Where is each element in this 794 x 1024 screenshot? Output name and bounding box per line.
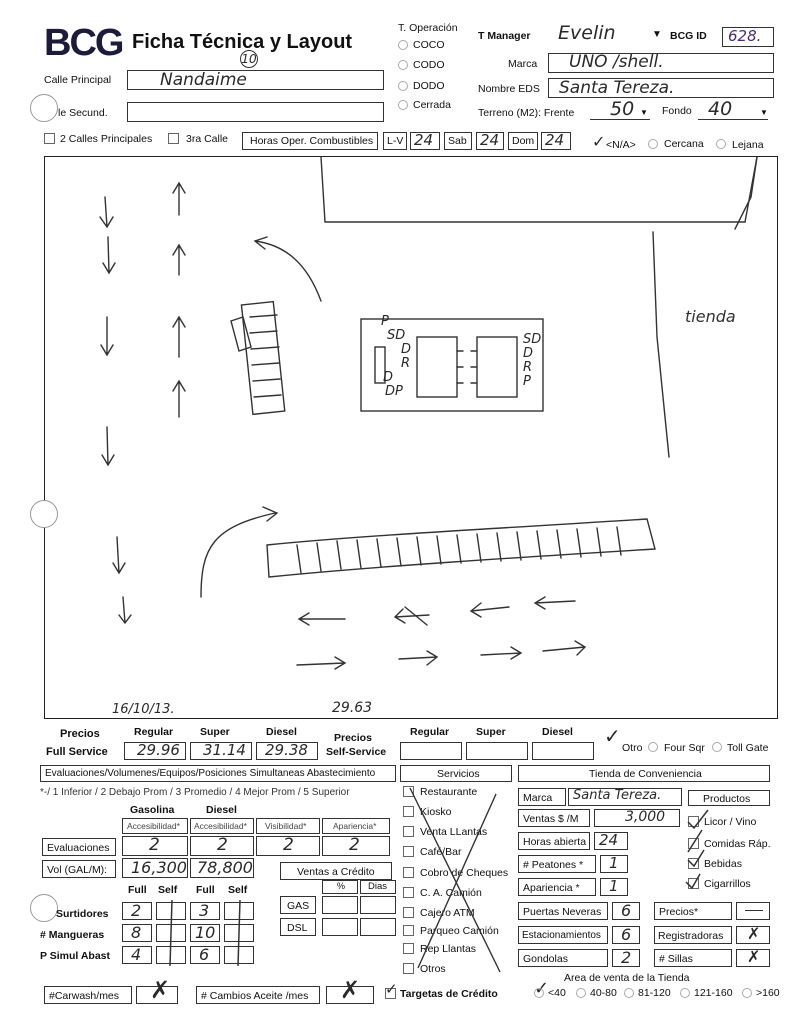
servicio-label-kiosko: Kiosko: [420, 806, 452, 818]
dom-label: Dom: [512, 135, 535, 147]
four-sqr-label: Four Sqr: [664, 742, 705, 754]
servicio-label-cafe-bar: Café/Bar: [420, 846, 462, 858]
toll-gate-radio[interactable]: [712, 742, 722, 752]
title-note: 10: [241, 52, 257, 66]
estacionamientos-value: 6: [621, 925, 632, 944]
carwash-label-box: [44, 986, 132, 1004]
vol-gasolina-field[interactable]: [122, 858, 188, 878]
vol-diesel-value: 78,800: [197, 858, 253, 877]
self-service-label: Self-Service: [326, 746, 387, 758]
full-service-label: Full Service: [46, 746, 108, 758]
lv-field[interactable]: [410, 132, 440, 150]
tienda-peatones-value: 1: [609, 854, 619, 872]
fondo-label: Fondo: [662, 105, 692, 117]
area-label-121-160: 121-160: [694, 987, 733, 999]
eval-value: 2: [349, 835, 360, 855]
sab-label: Sab: [448, 135, 467, 147]
servicio-label-restaurante: Restaurante: [420, 786, 478, 798]
psimul-label: P Simul Abast: [40, 950, 111, 962]
eval-field-4[interactable]: [322, 836, 390, 856]
sillas-label: # Sillas: [659, 953, 693, 965]
self-regular-field[interactable]: [400, 742, 462, 760]
diesel-label: Diesel: [266, 726, 297, 738]
calle-secund-field[interactable]: [127, 102, 384, 122]
eval-field-2[interactable]: [190, 836, 254, 856]
carwash-cross-mark: ✗: [150, 976, 171, 1004]
area-label-lt40: <40: [548, 987, 566, 999]
puertas-value: 6: [621, 901, 632, 920]
dom-label-box: [508, 132, 538, 150]
area-radio-81-120[interactable]: [624, 988, 634, 998]
pump-letter: SD: [387, 328, 406, 343]
gondolas-label-box: [518, 949, 608, 967]
area-radio-121-160[interactable]: [680, 988, 690, 998]
tienda-ventas-label-box: [518, 809, 590, 827]
surtidores-full-gas[interactable]: [122, 902, 152, 920]
gondolas-field[interactable]: [612, 949, 640, 967]
puertas-label-box: [518, 902, 608, 920]
servicio-label-venta-llantas: Venta LLantas: [420, 826, 488, 838]
page-title: Ficha Técnica y Layout: [132, 31, 353, 53]
pct-header: [322, 880, 358, 894]
t-operacion-coco-label: COCO: [413, 39, 445, 51]
evaluaciones-section-label: Evaluaciones/Volumenes/Equipos/Posiciones Simultaneas Abastecimiento: [45, 768, 376, 779]
surtidores-value: 2: [131, 901, 142, 920]
super-label: Super: [200, 726, 230, 738]
layout-sketch-area[interactable]: [44, 156, 778, 719]
pump-letter: D: [383, 370, 394, 385]
mangueras-label: # Mangueras: [40, 929, 105, 941]
area-label-gt160: >160: [756, 987, 780, 999]
toll-gate-label: Toll Gate: [727, 742, 769, 754]
bcg-id-value: 628.: [728, 27, 762, 45]
calle-principal-field[interactable]: [127, 70, 384, 90]
psimul-value: 6: [199, 945, 210, 964]
registradoras-label-box: [654, 926, 732, 944]
productos-label: Productos: [703, 793, 751, 805]
col-header-visibilidad: [256, 818, 320, 834]
cambios-aceite-label: # Cambios Aceite /mes: [201, 990, 309, 1002]
col-header-accesibilidad-dsl: [190, 818, 254, 834]
pump-letter: DP: [385, 384, 403, 399]
self-super-field[interactable]: [466, 742, 528, 760]
cercana-radio[interactable]: [648, 139, 658, 149]
servicios-label: Servicios: [437, 768, 480, 780]
self-super-label: Super: [476, 726, 506, 738]
pump-letter: D: [401, 342, 412, 357]
bcg-id-label: BCG ID: [670, 30, 707, 42]
fondo-field[interactable]: [698, 100, 768, 120]
area-radio-gt160[interactable]: [742, 988, 752, 998]
four-sqr-radio[interactable]: [648, 742, 658, 752]
punch-hole-middle: [30, 500, 58, 528]
marca-value: UNO /shell.: [569, 52, 664, 72]
producto-label-cigarrillos: Cigarrillos: [704, 878, 751, 890]
eval-field-1[interactable]: [122, 836, 188, 856]
tienda-marca-label: Marca: [523, 792, 553, 804]
sab-label-box: [444, 132, 472, 150]
registradoras-field[interactable]: [736, 926, 770, 944]
sketch-date: 16/10/13.: [112, 702, 175, 717]
full-super-field[interactable]: [190, 742, 252, 760]
area-check-mark: ✓: [534, 978, 550, 999]
servicio-label-rep-llantas: Rep Llantas: [420, 943, 477, 955]
psimul-value: 4: [131, 945, 142, 964]
servicio-label-cajero-atm: Cajero ATM: [420, 907, 475, 919]
mangueras-full-gas[interactable]: [122, 924, 152, 942]
nombre-eds-value: Santa Tereza.: [559, 78, 675, 98]
pump-letters-right: [523, 333, 541, 389]
regular-label: Regular: [134, 726, 174, 738]
dsl-label-box: [280, 918, 316, 936]
tarjetas-check-mark: ✓: [385, 980, 398, 998]
eval-field-3[interactable]: [256, 836, 320, 856]
producto-label-comidas: Comidas Ráp.: [704, 838, 771, 850]
tienda-marca-field[interactable]: [568, 788, 682, 806]
pump-letter: SD: [523, 332, 542, 347]
tienda-header: [518, 765, 770, 782]
bcg-id-field[interactable]: [722, 27, 774, 47]
mangueras-value: 10: [195, 923, 216, 942]
tienda-horas-label-box: [518, 832, 590, 850]
full-super-value: 31.14: [203, 741, 246, 759]
ventas-credito-label: Ventas a Crédito: [297, 866, 375, 878]
full-regular-value: 29.96: [137, 741, 180, 759]
registradoras-label: Registradoras: [658, 930, 724, 942]
area-radio-40-80[interactable]: [576, 988, 586, 998]
t-operacion-cerrada-label: Cerrada: [413, 99, 451, 111]
t-manager-value: Evelin: [558, 22, 616, 44]
surtidores-value: 3: [199, 901, 210, 920]
t-manager-field[interactable]: [548, 24, 668, 46]
dos-calles-label: 2 Calles Principales: [60, 133, 153, 145]
tienda-ventas-label: Ventas $ /M: [523, 813, 579, 825]
punch-hole-top: [30, 94, 58, 122]
pump-letters-left: [381, 315, 411, 399]
tienda-marca-value: Santa Tereza.: [573, 788, 662, 803]
sab-value: 24: [480, 131, 500, 149]
punch-hole-bottom: [30, 894, 58, 922]
area-radio-lt40[interactable]: [534, 988, 544, 998]
tienda-ventas-value: 3,000: [625, 809, 666, 825]
dias-header: [360, 880, 396, 894]
cambios-aceite-label-box: [196, 986, 320, 1004]
gasolina-label: Gasolina: [130, 804, 175, 816]
lv-value: 24: [414, 131, 434, 149]
servicios-cross-strike: [400, 782, 510, 978]
layout-sketch: [45, 157, 779, 720]
area-label-40-80: 40-80: [590, 987, 617, 999]
calle-secund-label: le Secund.: [58, 107, 108, 119]
pump-letter: P: [381, 314, 389, 329]
cercana-label: Cercana: [664, 138, 704, 150]
col-header-text: Visibilidad*: [265, 821, 307, 831]
gas-label-box: [280, 896, 316, 914]
full-diesel-field[interactable]: [256, 742, 318, 760]
dos-calles-checkbox[interactable]: [44, 133, 55, 144]
tienda-peatones-label: # Peatones *: [523, 859, 584, 871]
tienda-precios-label: Precios*: [659, 906, 699, 918]
lv-label-box: [383, 132, 407, 150]
tienda-horas-label: Horas abierta: [523, 836, 587, 848]
tienda-precios-label-box: [654, 902, 732, 920]
servicio-label-parqueo-camion: Parqueo Camión: [420, 925, 499, 937]
tienda-peatones-label-box: [518, 855, 596, 873]
carwash-label: #Carwash/mes: [49, 990, 120, 1002]
puertas-field[interactable]: [612, 902, 640, 920]
self-service-precios-label: Precios: [334, 732, 372, 744]
frente-value: 50: [610, 98, 635, 120]
diesel-eval-label: Diesel: [206, 804, 237, 816]
full-regular-field[interactable]: [124, 742, 186, 760]
tienda-ventas-field[interactable]: [594, 809, 680, 827]
ventas-credito-header: [280, 862, 392, 880]
full-diesel-value: 29.38: [265, 741, 308, 759]
fondo-value: 40: [708, 98, 733, 120]
tienda-marca-label-box: [518, 788, 566, 806]
self-regular-label: Regular: [410, 726, 450, 738]
pct-label: %: [337, 881, 346, 891]
producto-label-bebidas: Bebidas: [704, 858, 742, 870]
t-operacion-cerrada-radio[interactable]: [398, 100, 408, 110]
vol-diesel-field[interactable]: [190, 858, 254, 878]
lejana-radio[interactable]: [716, 139, 726, 149]
bcg-logo: BCG: [44, 22, 123, 64]
area-label-81-120: 81-120: [638, 987, 671, 999]
tarjetas-label: Targetas de Crédito: [400, 988, 498, 1000]
chevron-down-icon[interactable]: ▼: [652, 29, 662, 40]
producto-label-licor: Licor / Vino: [704, 816, 757, 828]
tienda-precios-field[interactable]: [736, 902, 770, 920]
eval-value: 2: [217, 835, 228, 855]
surtidores-label: Surtidores: [56, 908, 109, 920]
dsl-label: DSL: [287, 922, 308, 934]
sab-field[interactable]: [476, 132, 504, 150]
gas-label: GAS: [287, 900, 310, 912]
t-operacion-codo-label: CODO: [413, 59, 445, 71]
tercera-calle-checkbox[interactable]: [168, 133, 179, 144]
servicio-label-ca-camion: C. A. Camión: [420, 887, 482, 899]
lejana-label: Lejana: [732, 139, 764, 151]
sillas-label-box: [654, 949, 732, 967]
otro-label: Otro: [622, 742, 643, 754]
tienda-horas-value: 24: [599, 831, 619, 849]
nombre-eds-label: Nombre EDS: [478, 83, 540, 95]
precios-label: Precios: [60, 728, 100, 740]
vol-label-box: [42, 860, 116, 878]
pump-letter: R: [401, 356, 411, 371]
evaluaciones-label: Evaluaciones: [47, 842, 110, 854]
psimul-full-gas[interactable]: [122, 946, 152, 964]
marca-label: Marca: [508, 58, 538, 70]
t-operacion-codo-radio[interactable]: [398, 60, 408, 70]
tienda-apariencia-field[interactable]: [600, 878, 628, 896]
registradoras-cross-mark: ✗: [747, 924, 761, 943]
self-gas-label: Self: [158, 884, 178, 896]
col-header-text: Accesibilidad*: [127, 821, 180, 831]
servicio-label-cobro-cheques: Cobro de Cheques: [420, 867, 509, 879]
horas-oper-label-box: [242, 132, 378, 150]
estacionamientos-label: Estacionamientos: [522, 930, 601, 941]
tienda-horas-field[interactable]: [594, 832, 628, 850]
dom-field[interactable]: [541, 132, 571, 150]
gas-dias-field[interactable]: [360, 896, 396, 914]
sketch-number: 29.63: [332, 700, 373, 716]
nombre-eds-field[interactable]: [548, 78, 774, 98]
t-operacion-label: T. Operación: [398, 22, 458, 34]
vol-label: Vol (GAL/M):: [47, 864, 108, 876]
servicios-header: [400, 765, 512, 782]
scale-text: *-/ 1 Inferior / 2 Debajo Prom / 3 Promedio / 4 Mejor Prom / 5 Superior: [40, 787, 350, 798]
self-columns-strike: [150, 898, 260, 968]
calle-principal-value: Nandaime: [160, 70, 247, 90]
full-gas-label: Full: [128, 884, 147, 896]
tienda-apariencia-label: Apariencia *: [523, 882, 580, 894]
tercera-calle-label: 3ra Calle: [186, 133, 229, 145]
eval-value: 2: [283, 835, 294, 855]
col-header-apariencia: [322, 818, 390, 834]
col-header-text: Apariencia*: [333, 821, 377, 831]
estacionamientos-field[interactable]: [612, 926, 640, 944]
dias-label: Dias: [368, 881, 388, 892]
pump-letter: P: [523, 374, 531, 389]
gas-pct-field[interactable]: [322, 896, 358, 914]
servicio-label-otros: Otros: [420, 963, 446, 975]
area-venta-label: Area de venta de la Tienda: [564, 972, 690, 984]
frente-field[interactable]: [590, 100, 650, 120]
gondolas-value: 2: [621, 948, 632, 967]
dsl-dias-field[interactable]: [360, 918, 396, 936]
t-operacion-dodo-label: DODO: [413, 80, 445, 92]
pump-letter: R: [523, 360, 533, 375]
eval-value: 2: [149, 835, 160, 855]
sillas-cross-mark: ✗: [747, 947, 761, 966]
t-operacion-dodo-radio[interactable]: [398, 81, 408, 91]
dsl-pct-field[interactable]: [322, 918, 358, 936]
na-check-mark: ✓: [592, 132, 606, 151]
calle-principal-label: Calle Principal: [44, 74, 112, 86]
productos-marks: [680, 808, 720, 892]
t-manager-label: T Manager: [478, 30, 531, 42]
gondolas-label: Gondolas: [523, 953, 568, 965]
tienda-label: Tienda de Conveniencia: [589, 768, 702, 780]
precios-dash: [745, 910, 763, 911]
tienda-apariencia-value: 1: [609, 877, 619, 895]
full-dsl-label: Full: [196, 884, 215, 896]
tienda-apariencia-label-box: [518, 878, 596, 896]
self-diesel-label: Diesel: [542, 726, 573, 738]
col-header-text: Accesibilidad*: [194, 821, 247, 831]
puertas-label: Puertas Neveras: [523, 906, 602, 918]
t-operacion-coco-radio[interactable]: [398, 40, 408, 50]
evaluaciones-section-header: [40, 765, 396, 782]
fondo-chevron-down-icon[interactable]: ▼: [760, 108, 768, 117]
self-diesel-field[interactable]: [532, 742, 594, 760]
otro-check-mark: ✓: [604, 724, 621, 748]
pump-letter: D: [523, 346, 534, 361]
evaluaciones-label-box: [42, 838, 116, 856]
lv-label: L-V: [387, 135, 404, 147]
na-label: <N/A>: [606, 139, 636, 151]
cambios-cross-mark: ✗: [340, 976, 361, 1004]
terreno-label: Terreno (M2): Frente: [478, 107, 575, 119]
mangueras-value: 8: [131, 923, 142, 942]
self-dsl-label: Self: [228, 884, 248, 896]
marca-field[interactable]: [548, 53, 774, 73]
sillas-field[interactable]: [736, 949, 770, 967]
frente-chevron-down-icon[interactable]: ▼: [640, 108, 648, 117]
productos-header: [688, 790, 770, 806]
tienda-peatones-field[interactable]: [600, 855, 628, 873]
vol-gasolina-value: 16,300: [131, 858, 187, 877]
sketch-tienda-text: tienda: [685, 307, 736, 326]
dom-value: 24: [545, 131, 565, 149]
horas-oper-label: Horas Oper. Combustibles: [250, 135, 374, 147]
col-header-accesibilidad-gas: [122, 818, 188, 834]
estacionamientos-label-box: [518, 926, 608, 944]
